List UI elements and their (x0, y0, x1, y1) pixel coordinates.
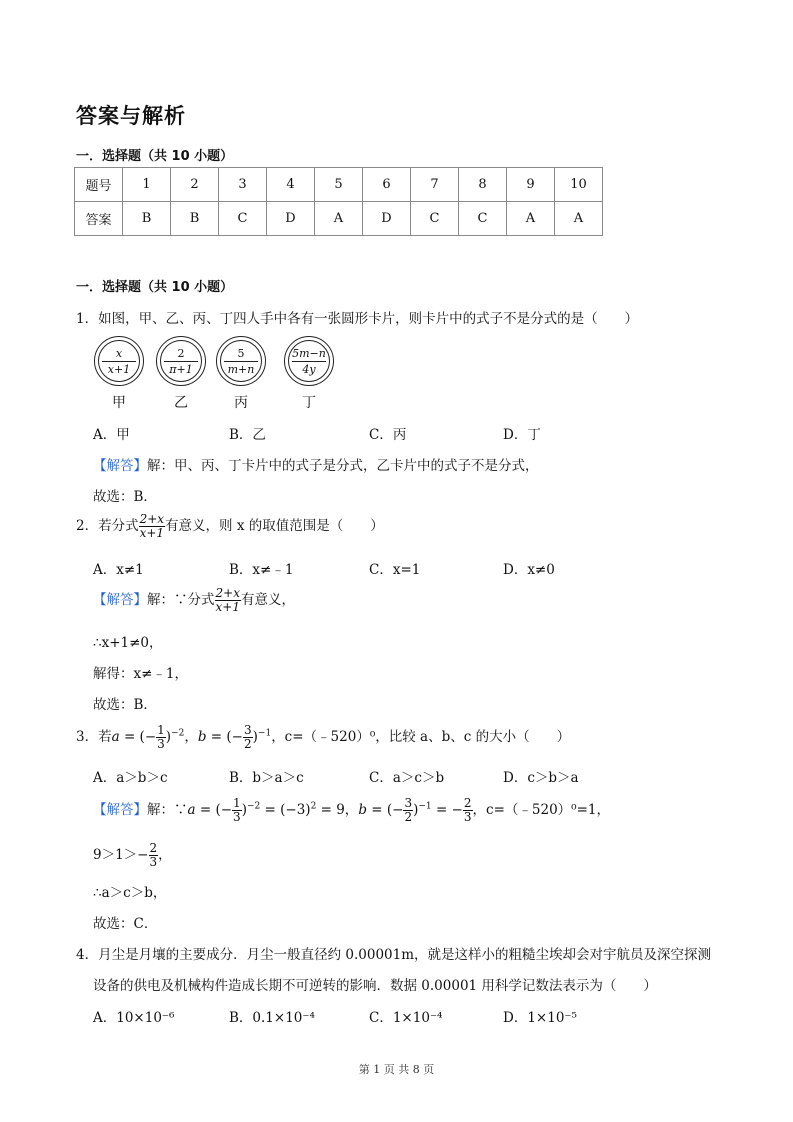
fraction (215, 587, 241, 614)
card-jia (94, 336, 144, 386)
q2-stem (76, 513, 384, 540)
option-b: B．乙 (229, 427, 266, 443)
option-d: D．丁 (503, 427, 541, 443)
table-cell: D (267, 202, 315, 236)
option-c: C．1×10⁻⁴ (369, 1010, 443, 1026)
q2-line3: 解得：x≠﹣1， (93, 666, 189, 682)
card-numerator: x (115, 346, 123, 360)
section-heading: 一．选择题（共 10 小题） (76, 149, 234, 164)
table-cell: 4 (267, 168, 315, 202)
card-numerator: 2 (177, 346, 185, 360)
option-b: B．0.1×10⁻⁴ (229, 1010, 315, 1026)
option-d: D．1×10⁻⁵ (503, 1010, 577, 1026)
q2-line2: ∴x+1≠0， (93, 635, 163, 651)
table-cell: 10 (555, 168, 603, 202)
card-denominator: x+1 (107, 362, 131, 376)
q3-line2-post: ， (158, 847, 172, 863)
option-b: B．b＞a＞c (229, 770, 304, 786)
table-header-cell: 答案 (75, 202, 123, 236)
table-cell: 6 (363, 168, 411, 202)
table-cell: C (219, 202, 267, 236)
q1-choose: 故选：B． (93, 489, 157, 505)
q2-stem-pre: 2．若分式 (76, 518, 139, 534)
table-cell: B (123, 202, 171, 236)
table-cell: 8 (459, 168, 507, 202)
solution-tag: 【解答】 (93, 458, 147, 474)
fraction (139, 513, 165, 540)
card-label: 甲 (112, 395, 126, 411)
solution-text: 解：甲、丙、丁卡片中的式子是分式，乙卡片中的式子不是分式， (147, 458, 539, 474)
solution-text: 有意义， (240, 592, 295, 608)
page-footer: 第 1 页 共 8 页 (358, 1063, 435, 1076)
fraction: $\frac{1}{3}$ (157, 723, 165, 751)
option-c: C．x=1 (369, 562, 421, 578)
solution-text: ，c=（﹣520）⁰=1， (472, 802, 610, 818)
table-cell: C (411, 202, 459, 236)
table-header-cell: 题号 (75, 168, 123, 202)
q3-stem-post: ，c=（﹣520）⁰，比较 a、b、c 的大小（ ） (271, 729, 571, 745)
table-cell: 7 (411, 168, 459, 202)
q3-choose: 故选：C． (93, 916, 158, 932)
frac-num: 2+x (139, 512, 165, 526)
card-numerator: 5m−n (292, 346, 326, 360)
table-cell: 5 (315, 168, 363, 202)
q2-solution (93, 587, 295, 614)
option-c: C．a＞c＞b (369, 770, 445, 786)
table-cell: A (555, 202, 603, 236)
card-denominator: 4y (302, 362, 316, 376)
q4-line2: 设备的供电及机械构件造成长期不可逆转的影响．数据 0.00001 用科学记数法表示为（ ） (93, 978, 657, 994)
q3-stem-pre: 3．若 (76, 729, 112, 745)
option-a: A．甲 (93, 427, 130, 443)
table-cell: A (507, 202, 555, 236)
table-cell: 2 (171, 168, 219, 202)
table-cell: B (171, 202, 219, 236)
solution-tag: 【解答】 (93, 802, 147, 818)
frac-num: 2+x (215, 586, 240, 600)
option-a: A．10×10⁻⁶ (93, 1010, 175, 1026)
card-denominator: m+n (227, 362, 255, 376)
q3-line3: ∴a＞c＞b， (93, 885, 167, 901)
table-cell: A (315, 202, 363, 236)
q3-stem: 3．若a = (− $\frac{1}{3}$ )$^{-2}$，b = (− $\frac{3}{2}$ )$^{-1}$，c=（﹣520）⁰，比较 a、b、c 的大小（ ） (76, 723, 571, 751)
q3-line2 (93, 842, 172, 869)
option-a: A．x≠1 (93, 562, 144, 578)
fraction: $\frac{3}{2}$ (243, 723, 252, 751)
option-a: A．a＞b＞c (93, 770, 168, 786)
frac-den: x+1 (139, 526, 165, 540)
card-label: 丁 (302, 395, 316, 411)
section-heading-2: 一．选择题（共 10 小题） (76, 280, 234, 295)
q4-line1: 4．月尘是月壤的主要成分．月尘一般直径约 0.00001m，就是这样小的粗糙尘埃却会对宇航员及深空探测 (76, 947, 712, 963)
card-label: 乙 (174, 395, 188, 411)
q1-solution (93, 454, 539, 474)
card-numerator: 5 (237, 346, 245, 360)
table-cell: 3 (219, 168, 267, 202)
fraction: $\frac{2}{3}$ (463, 796, 472, 824)
q3-line2-pre: 9＞1＞− (93, 847, 149, 863)
q2-choose: 故选：B． (93, 697, 157, 713)
table-cell: 9 (507, 168, 555, 202)
table-row-numbers (75, 168, 603, 202)
card-denominator: π+1 (169, 362, 193, 376)
table-cell: D (363, 202, 411, 236)
fraction: $\frac{1}{3}$ (233, 796, 241, 824)
table-cell: C (459, 202, 507, 236)
card-bing (216, 336, 266, 386)
q1-stem: 1．如图，甲、乙、丙、丁四人手中各有一张圆形卡片，则卡片中的式子不是分式的是（ ） (76, 311, 639, 327)
table-cell: 1 (123, 168, 171, 202)
solution-text: 解：∵分式 (147, 592, 215, 608)
solution-text: 解：∵ (147, 802, 188, 818)
frac-den: x+1 (215, 600, 240, 614)
solution-tag: 【解答】 (93, 592, 147, 608)
option-d: D．x≠0 (503, 562, 555, 578)
table-row-answers (75, 202, 603, 236)
card-ding (284, 336, 334, 386)
option-c: C．丙 (369, 427, 407, 443)
answer-table (74, 167, 603, 236)
card-yi (156, 336, 206, 386)
fraction: $\frac{2}{3}$ (149, 841, 158, 869)
option-b: B．x≠﹣1 (229, 562, 294, 578)
option-d: D．c＞b＞a (503, 770, 579, 786)
fraction: $\frac{3}{2}$ (404, 796, 413, 824)
q3-solution: 【解答】解：∵a = (− $\frac{1}{3}$ )$^{-2} = (-3)^2 = 9$，b = (− $\frac{3}{2}$ )$^{-1}$ = − $\frac{2}{3}$ ，c=（﹣520）⁰=1， (93, 796, 610, 824)
page-title: 答案与解析 (76, 104, 186, 128)
q2-stem-post: 有意义，则 x 的取值范围是（ ） (165, 518, 384, 534)
card-label: 丙 (234, 395, 248, 411)
